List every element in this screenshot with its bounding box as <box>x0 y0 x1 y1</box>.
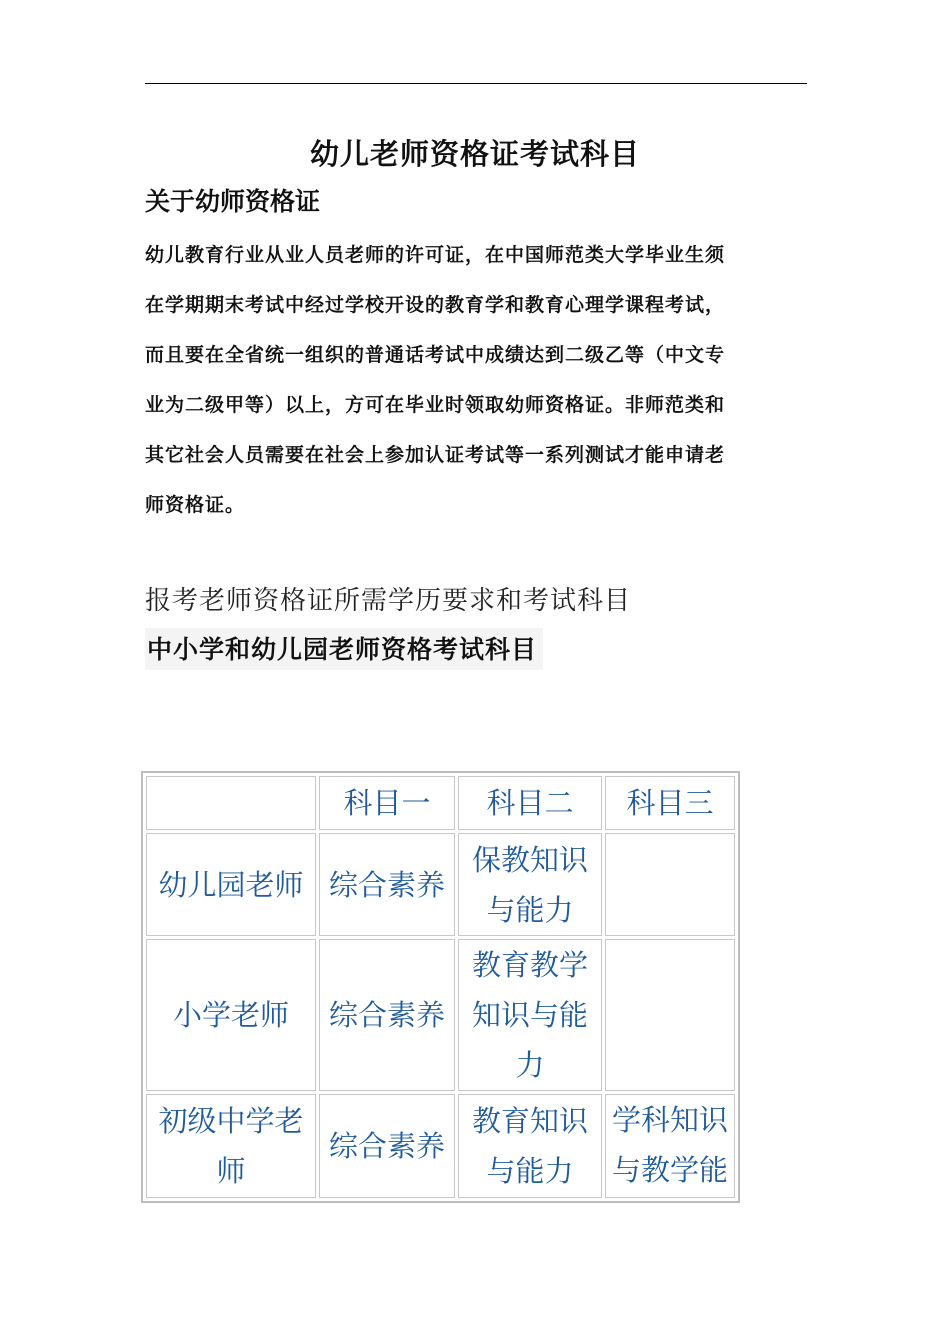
intro-line: 而且要在全省统一组织的普通话考试中成绩达到二级乙等（中文专 <box>145 344 726 366</box>
table-header-row <box>146 776 735 830</box>
subject3-cell <box>605 833 735 936</box>
subject1-cell: 综合素养 <box>319 1094 455 1198</box>
subject2-cell: 教育知识与能力 <box>458 1094 602 1198</box>
requirements-heading: 报考老师资格证所需学历要求和考试科目 <box>145 586 632 616</box>
intro-line: 其它社会人员需要在社会上参加认证考试等一系列测试才能申请老 <box>145 444 726 466</box>
intro-paragraph <box>145 230 807 530</box>
role-cell: 初级中学老师 <box>146 1094 316 1198</box>
header-cell-subject3: 科目三 <box>605 776 735 830</box>
table-row <box>146 1094 735 1198</box>
document-title: 幼儿老师资格证考试科目 <box>309 137 640 171</box>
subject3-clip: 学科知识与教学能 <box>611 1103 728 1187</box>
exam-subjects-heading: 中小学和幼儿园老师资格考试科目 <box>145 628 543 670</box>
subject2-cell: 教育教学知识与能力 <box>458 939 602 1091</box>
intro-line: 业为二级甲等）以上，方可在毕业时领取幼师资格证。非师范类和 <box>145 394 726 416</box>
intro-line: 幼儿教育行业从业人员老师的许可证，在中国师范类大学毕业生须 <box>145 244 726 266</box>
subject1-cell: 综合素养 <box>319 833 455 936</box>
exam-subjects-table <box>141 771 740 1203</box>
subject3-cell <box>605 1094 735 1198</box>
subject3-cell <box>605 939 735 1091</box>
subject2-cell: 保教知识与能力 <box>458 833 602 936</box>
header-cell-subject1: 科目一 <box>319 776 455 830</box>
intro-line: 师资格证。 <box>145 494 246 516</box>
role-cell: 小学老师 <box>146 939 316 1091</box>
subject1-cell: 综合素养 <box>319 939 455 1091</box>
table-row <box>146 939 735 1091</box>
intro-line: 在学期期末考试中经过学校开设的教育学和教育心理学课程考试， <box>145 294 726 316</box>
header-cell-empty <box>146 776 316 830</box>
table-row <box>146 833 735 936</box>
role-cell: 幼儿园老师 <box>146 833 316 936</box>
section-heading-about: 关于幼师资格证 <box>145 187 321 216</box>
header-cell-subject2: 科目二 <box>458 776 602 830</box>
header-rule <box>145 83 807 84</box>
